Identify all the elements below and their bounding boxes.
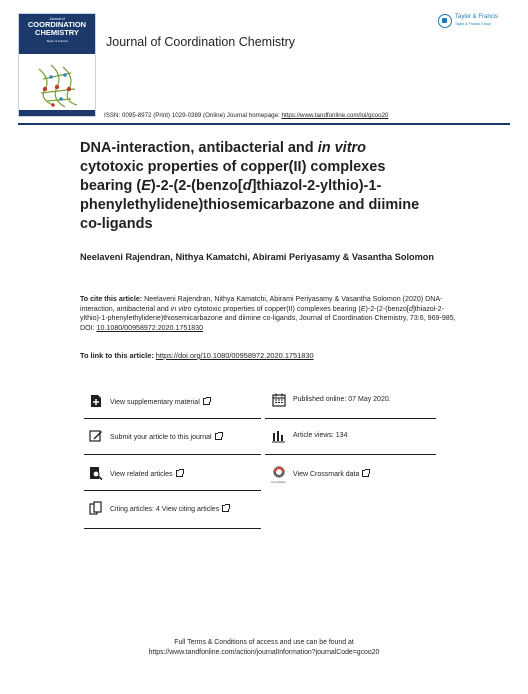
footer-terms-text: Full Terms & Conditions of access and use can be found at xyxy=(174,639,354,646)
views-label: Article views: 134 xyxy=(293,432,348,439)
related-label: View related articles xyxy=(110,471,173,478)
publisher-group: Taylor & Francis Group xyxy=(455,22,491,26)
citation-icon xyxy=(89,501,103,515)
journal-header xyxy=(18,13,508,123)
authors: Neelaveni Rajendran, Nithya Kamatchi, Abirami Periyasamy & Vasantha Solomon xyxy=(80,252,435,262)
divider xyxy=(84,528,261,529)
title-line-5: co-ligands xyxy=(80,216,153,232)
title-italic: d xyxy=(242,178,252,194)
title-text: DNA-interaction, antibacterial and xyxy=(80,140,318,156)
cover-tiny-text: Taylor & Francis xyxy=(46,39,68,43)
title-line-4: phenylethylidene)thiosemicarbazone and diimine xyxy=(80,197,420,213)
article-title xyxy=(80,139,490,234)
search-document-icon xyxy=(89,466,103,480)
external-link-icon xyxy=(215,433,222,440)
title-italic: E xyxy=(141,178,151,194)
title-text: bearing ( xyxy=(80,178,142,194)
edit-icon xyxy=(89,429,103,443)
divider xyxy=(84,418,261,419)
divider xyxy=(84,490,261,491)
document-plus-icon xyxy=(89,394,103,408)
publisher-name: Taylor & Francis xyxy=(455,14,499,20)
crossmark-icon xyxy=(272,466,286,480)
external-link-icon xyxy=(176,470,183,477)
title-text: ]thiazol-2-ylthio)-1- xyxy=(251,178,382,194)
external-link-icon xyxy=(222,505,229,512)
divider xyxy=(84,454,261,455)
citing-label: Citing articles: 4 View citing articles xyxy=(110,506,220,513)
supplementary-label: View supplementary material xyxy=(110,399,200,406)
title-line-3 xyxy=(80,177,490,196)
footer-terms-link[interactable]: https://www.tandfonline.com/action/journalInformation?journalCode=gcoo20 xyxy=(148,648,380,656)
citation-italic: d xyxy=(408,304,413,313)
footer xyxy=(0,638,528,657)
citation-doi-link[interactable]: 10.1080/00958972.2020.1751830 xyxy=(96,323,204,332)
cover-title-line2: CHEMISTRY xyxy=(35,28,79,37)
journal-cover-image[interactable] xyxy=(18,13,96,117)
journal-homepage-link[interactable]: https://www.tandfonline.com/loi/gcoo20 xyxy=(281,112,389,119)
crossmark-logo-text: CrossMark xyxy=(271,480,286,484)
citation-block xyxy=(80,295,465,333)
external-link-icon xyxy=(362,470,369,477)
citation-italic: in vitro xyxy=(170,304,192,313)
article-link-line xyxy=(80,351,314,360)
citation-text: Neelaveni Rajendran, Nithya Kamatchi, Abirami Periyasamy & Vasantha Solomon (2020) DNA-interaction, antibacterial and xyxy=(80,295,443,313)
issn-text: ISSN: 0095-8972 (Print) 1029-0389 (Online) Journal homepage: xyxy=(104,112,282,119)
molecule-illustration xyxy=(31,59,85,111)
bar-chart-icon xyxy=(272,429,286,443)
title-text: )-2-(2-(benzo[ xyxy=(150,178,243,194)
citation-text: cytotoxic properties of copper(II) complexes bearing ( xyxy=(191,304,361,313)
cover-title-line1: COORDINATION xyxy=(27,20,87,29)
title-line-1 xyxy=(80,139,490,158)
taylor-francis-icon xyxy=(438,14,452,28)
published-label: Published online: 07 May 2020. xyxy=(293,396,391,403)
citation-italic: E xyxy=(360,304,366,313)
link-label: To link to this article: xyxy=(80,351,154,360)
crossmark-label: View Crossmark data xyxy=(293,471,360,478)
journal-title[interactable]: Journal of Coordination Chemistry xyxy=(106,35,295,49)
title-italic: in vitro xyxy=(317,140,367,156)
divider xyxy=(265,418,436,419)
title-line-2: cytotoxic properties of copper(II) complexes xyxy=(80,159,386,175)
citation-label: To cite this article: xyxy=(80,295,143,303)
publisher-logo[interactable] xyxy=(438,13,508,35)
citation-text: )-2-(2-(benzo[ xyxy=(365,304,409,313)
submit-label: Submit your article to this journal xyxy=(110,434,212,441)
divider xyxy=(265,454,436,455)
external-link-icon xyxy=(203,398,210,405)
citation-text: ]thiazol-2-ylthio)-1-phenylethylidene)thiosemicarbazone and diimine co-ligands, Journal of Coordination Chemistry, 73:6, 969-985, DOI: xyxy=(80,304,456,332)
calendar-icon xyxy=(272,393,286,407)
cover-small-text: Journal of xyxy=(49,17,65,21)
article-doi-link[interactable]: https://doi.org/10.1080/00958972.2020.1751830 xyxy=(155,351,314,360)
issn-line xyxy=(104,112,388,119)
header-divider xyxy=(18,123,510,125)
cover-footer-band xyxy=(19,110,95,116)
cover-banner xyxy=(19,14,95,54)
